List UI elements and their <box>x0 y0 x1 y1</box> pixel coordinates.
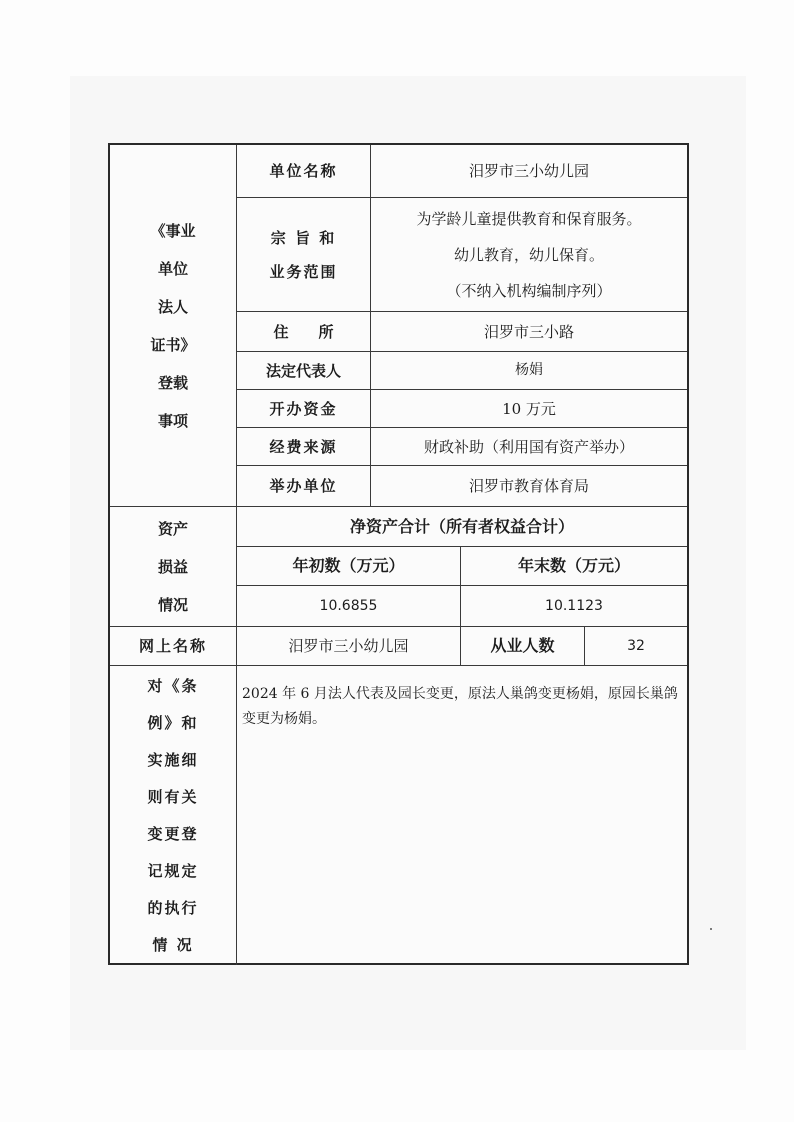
business-scope-label <box>237 198 370 311</box>
section-label-line: 实施细 <box>147 750 199 769</box>
capital-value: 10 万元 <box>502 399 556 418</box>
section-label-line: 法人 <box>157 297 188 316</box>
business-scope-label-line: 宗 旨 和 <box>270 228 337 247</box>
section-label-line: 单位 <box>157 259 188 278</box>
section-label-line: 证书》 <box>150 335 196 354</box>
sponsor-label: 举办单位 <box>269 477 338 495</box>
end-year-value: 10.1123 <box>545 597 603 614</box>
section-label-line: 登载 <box>157 373 188 392</box>
address-value: 汨罗市三小路 <box>483 322 574 341</box>
business-scope-label-line: 业务范围 <box>269 262 338 281</box>
section-label-line: 资产 <box>157 519 188 538</box>
legal-rep-value: 杨娟 <box>515 362 543 379</box>
section-label-line: 变更登 <box>147 824 199 843</box>
business-scope-line: 幼儿教育，幼儿保育。 <box>453 245 604 264</box>
section-label-line: 的执行 <box>147 898 199 917</box>
begin-year-header: 年初数（万元） <box>292 556 405 576</box>
section-label-line: 例》和 <box>147 713 199 732</box>
funding-source-label: 经费来源 <box>269 437 338 456</box>
sponsor-value: 汨罗市教育体育局 <box>468 477 589 495</box>
begin-year-value: 10.6855 <box>319 597 378 614</box>
legal-rep-label: 法定代表人 <box>265 361 341 380</box>
registration-table <box>108 143 689 965</box>
unit-name-value: 汨罗市三小幼儿园 <box>468 162 589 180</box>
execution-remark: 2024 年 6 月法人代表及园长变更，原法人巢鸽变更杨娟，原园长巢鸽变更为杨娟。 <box>242 686 678 727</box>
end-year-header: 年末数（万元） <box>517 556 630 576</box>
unit-name-label: 单位名称 <box>269 162 338 180</box>
business-scope-line: （不纳入机构编制序列） <box>446 281 612 300</box>
online-name-label: 网上名称 <box>138 637 207 655</box>
staff-count-label: 从业人数 <box>490 636 555 656</box>
address-label: 住 所 <box>273 322 334 341</box>
net-assets-header: 净资产合计（所有者权益合计） <box>349 516 574 536</box>
staff-count-value: 32 <box>627 637 645 654</box>
online-name-value: 汨罗市三小幼儿园 <box>288 637 409 655</box>
section-label-line: 则有关 <box>147 787 199 806</box>
funding-source-value: 财政补助（利用国有资产举办） <box>423 437 634 456</box>
scan-speck <box>710 928 712 930</box>
section-label-line: 事项 <box>157 411 188 430</box>
registration-section-label <box>110 145 236 506</box>
section-label-line: 《事业 <box>150 221 196 240</box>
section-label-line: 情 况 <box>152 935 194 954</box>
capital-label: 开办资金 <box>269 399 338 418</box>
assets-section-label <box>110 507 236 626</box>
section-label-line: 损益 <box>157 557 188 576</box>
section-label-line: 情况 <box>157 595 188 614</box>
business-scope-line: 为学龄儿童提供教育和保育服务。 <box>416 209 642 228</box>
section-label-line: 对《条 <box>147 676 199 695</box>
section-label-line: 记规定 <box>147 861 199 880</box>
business-scope-value <box>371 198 687 311</box>
